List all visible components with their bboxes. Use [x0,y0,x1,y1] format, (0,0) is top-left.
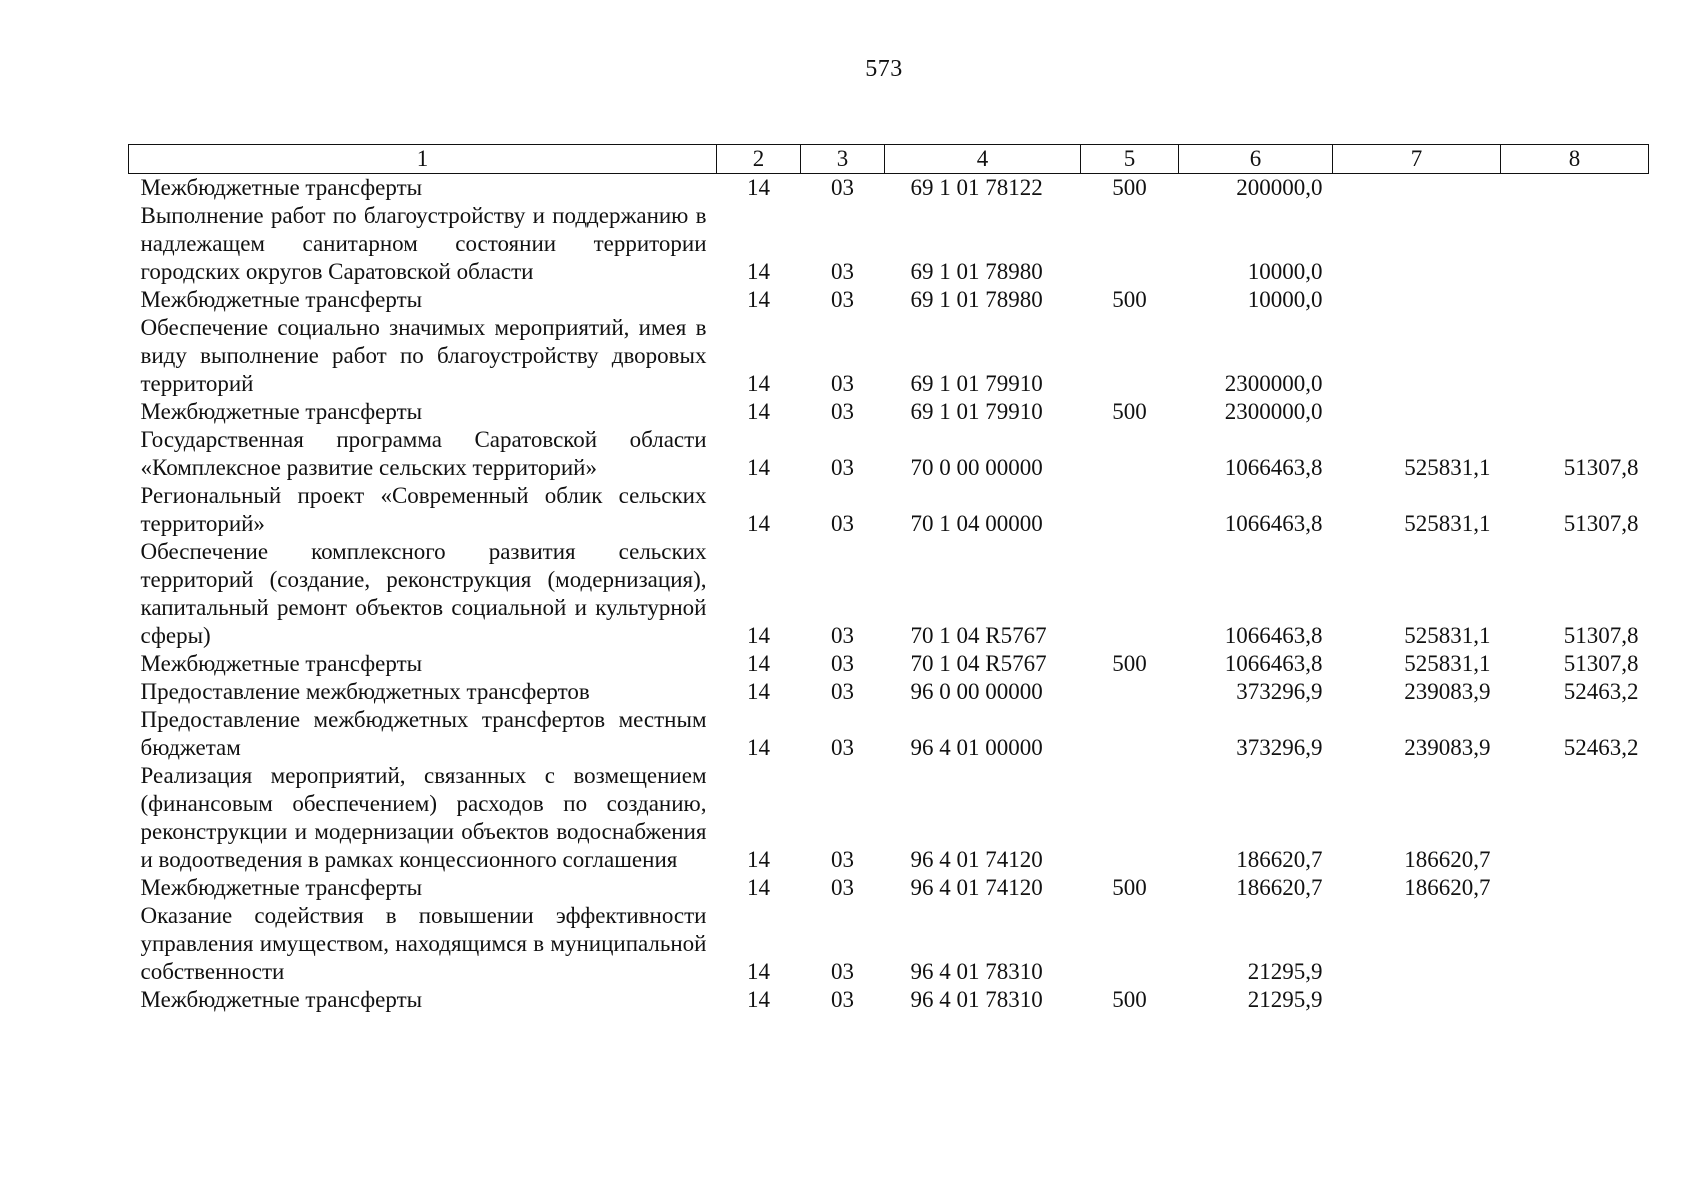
row-amount-col6: 10000,0 [1247,287,1323,312]
page-number: 573 [865,56,903,82]
row-amount-col7 [1333,314,1501,398]
table-row [129,762,1649,874]
row-subsection: 03 [831,875,854,900]
row-amount-col7: 186620,7 [1404,875,1491,900]
table-row [129,902,1649,986]
row-expense-type [1081,706,1179,762]
row-amount-col6: 1066463,8 [1224,511,1323,536]
row-amount-col6: 186620,7 [1236,847,1323,872]
row-subsection: 03 [831,679,854,704]
row-name: Межбюджетные трансферты [140,875,423,900]
row-amount-col6: 21295,9 [1247,987,1323,1012]
row-name: Выполнение работ по благоустройству и поддержанию в надлежащем санитарном состоянии территории городских округов Саратовской области [140,203,707,284]
row-name: Реализация мероприятий, связанных с возмещением (финансовым обеспечением) расходов по созданию, реконструкции и модернизации объектов водоснабжения и водоотведения в рамках концессионного соглашения [140,763,707,872]
row-subsection: 03 [831,371,854,396]
row-name: Межбюджетные трансферты [140,287,423,312]
row-amount-col7 [1333,986,1501,1014]
row-target-code: 96 4 01 74120 [910,875,1043,900]
row-expense-type [1081,202,1179,286]
row-name: Обеспечение комплексного развития сельских территорий (создание, реконструкция (модернизация), капитальный ремонт объектов социальной и культурной сферы) [140,539,707,648]
row-section: 14 [747,959,770,984]
row-subsection: 03 [831,511,854,536]
row-target-code: 70 1 04 R5767 [910,623,1047,648]
row-name: Оказание содействия в повышении эффективности управления имуществом, находящимся в муниципальной собственности [140,903,707,984]
row-target-code: 96 0 00 00000 [910,679,1043,704]
table-row [129,538,1649,650]
row-section: 14 [747,399,770,424]
row-amount-col8 [1501,986,1649,1014]
row-section: 14 [747,455,770,480]
row-section: 14 [747,735,770,760]
row-name: Государственная программа Саратовской области «Комплексное развитие сельских территорий» [140,427,707,480]
row-target-code: 70 1 04 00000 [910,511,1043,536]
row-target-code: 69 1 01 79910 [910,371,1043,396]
table-body [129,174,1649,1015]
row-expense-type: 500 [1112,651,1147,676]
row-amount-col7: 239083,9 [1404,679,1491,704]
row-expense-type [1081,902,1179,986]
table-row [129,314,1649,398]
row-section: 14 [747,623,770,648]
table-row [129,706,1649,762]
row-amount-col8 [1501,902,1649,986]
row-subsection: 03 [831,399,854,424]
row-amount-col8: 52463,2 [1563,735,1639,760]
row-amount-col6: 1066463,8 [1224,651,1323,676]
row-amount-col7: 525831,1 [1404,623,1491,648]
row-amount-col8 [1501,762,1649,874]
budget-table [128,144,1649,1014]
header-row [129,145,1649,174]
row-expense-type [1081,762,1179,874]
table-row [129,650,1649,678]
row-subsection: 03 [831,987,854,1012]
row-target-code: 69 1 01 78122 [910,175,1043,200]
header-col-4: 4 [885,145,1081,174]
row-expense-type [1081,482,1179,538]
row-amount-col6: 186620,7 [1236,875,1323,900]
header-col-1: 1 [129,145,717,174]
row-target-code: 96 4 01 00000 [910,735,1043,760]
row-expense-type: 500 [1112,987,1147,1012]
row-name: Предоставление межбюджетных трансфертов местным бюджетам [140,707,707,760]
row-amount-col6: 21295,9 [1247,959,1323,984]
row-expense-type [1081,426,1179,482]
row-section: 14 [747,987,770,1012]
row-expense-type: 500 [1112,875,1147,900]
row-target-code: 96 4 01 78310 [910,959,1043,984]
row-subsection: 03 [831,259,854,284]
row-subsection: 03 [831,735,854,760]
header-col-3: 3 [801,145,885,174]
row-expense-type: 500 [1112,287,1147,312]
row-amount-col8 [1501,874,1649,902]
row-amount-col7: 239083,9 [1404,735,1491,760]
row-amount-col6: 373296,9 [1236,735,1323,760]
row-amount-col6: 1066463,8 [1224,623,1323,648]
row-subsection: 03 [831,175,854,200]
row-amount-col7 [1333,286,1501,314]
row-expense-type: 500 [1112,175,1147,200]
row-section: 14 [747,511,770,536]
row-amount-col8 [1501,202,1649,286]
row-amount-col7 [1333,202,1501,286]
row-target-code: 70 1 04 R5767 [910,651,1047,676]
row-amount-col8 [1501,286,1649,314]
row-name: Предоставление межбюджетных трансфертов [140,679,590,704]
row-expense-type: 500 [1112,399,1147,424]
header-col-5: 5 [1081,145,1179,174]
row-target-code: 69 1 01 79910 [910,399,1043,424]
row-expense-type [1081,314,1179,398]
table-row [129,874,1649,902]
header-col-7: 7 [1333,145,1501,174]
row-name: Обеспечение социально значимых мероприятий, имея в виду выполнение работ по благоустройству дворовых территорий [140,315,707,396]
row-amount-col6: 10000,0 [1247,259,1323,284]
row-target-code: 70 0 00 00000 [910,455,1043,480]
row-amount-col8: 51307,8 [1563,651,1639,676]
row-subsection: 03 [831,847,854,872]
row-subsection: 03 [831,651,854,676]
row-subsection: 03 [831,623,854,648]
row-name: Межбюджетные трансферты [140,175,423,200]
table-row [129,678,1649,706]
row-target-code: 69 1 01 78980 [910,259,1043,284]
row-subsection: 03 [831,959,854,984]
row-amount-col6: 1066463,8 [1224,455,1323,480]
row-section: 14 [747,679,770,704]
row-amount-col7: 525831,1 [1404,455,1491,480]
row-subsection: 03 [831,287,854,312]
row-target-code: 69 1 01 78980 [910,287,1043,312]
row-amount-col8: 51307,8 [1563,455,1639,480]
row-target-code: 96 4 01 78310 [910,987,1043,1012]
row-section: 14 [747,259,770,284]
row-expense-type [1081,678,1179,706]
row-expense-type [1081,538,1179,650]
row-name: Межбюджетные трансферты [140,987,423,1012]
row-name: Межбюджетные трансферты [140,651,423,676]
row-amount-col8 [1501,314,1649,398]
row-amount-col7: 525831,1 [1404,511,1491,536]
table-row [129,398,1649,426]
row-section: 14 [747,371,770,396]
row-amount-col6: 373296,9 [1236,679,1323,704]
row-amount-col6: 2300000,0 [1224,399,1323,424]
header-col-6: 6 [1179,145,1333,174]
header-col-2: 2 [717,145,801,174]
table-row [129,482,1649,538]
row-section: 14 [747,287,770,312]
row-amount-col7 [1333,902,1501,986]
row-section: 14 [747,651,770,676]
row-name: Региональный проект «Современный облик сельских территорий» [140,483,707,536]
row-amount-col6: 200000,0 [1236,175,1323,200]
row-amount-col8: 51307,8 [1563,511,1639,536]
row-amount-col8 [1501,398,1649,426]
table-row [129,174,1649,203]
row-section: 14 [747,175,770,200]
table-row [129,426,1649,482]
row-amount-col8: 51307,8 [1563,623,1639,648]
row-amount-col8: 52463,2 [1563,679,1639,704]
row-amount-col8 [1501,174,1649,203]
row-amount-col7: 525831,1 [1404,651,1491,676]
row-amount-col7 [1333,174,1501,203]
table-row [129,986,1649,1014]
table-header [129,145,1649,174]
row-amount-col7: 186620,7 [1404,847,1491,872]
row-section: 14 [747,847,770,872]
row-amount-col6: 2300000,0 [1224,371,1323,396]
table-row [129,202,1649,286]
header-col-8: 8 [1501,145,1649,174]
row-target-code: 96 4 01 74120 [910,847,1043,872]
row-amount-col7 [1333,398,1501,426]
row-subsection: 03 [831,455,854,480]
row-name: Межбюджетные трансферты [140,399,423,424]
row-section: 14 [747,875,770,900]
table-row [129,286,1649,314]
